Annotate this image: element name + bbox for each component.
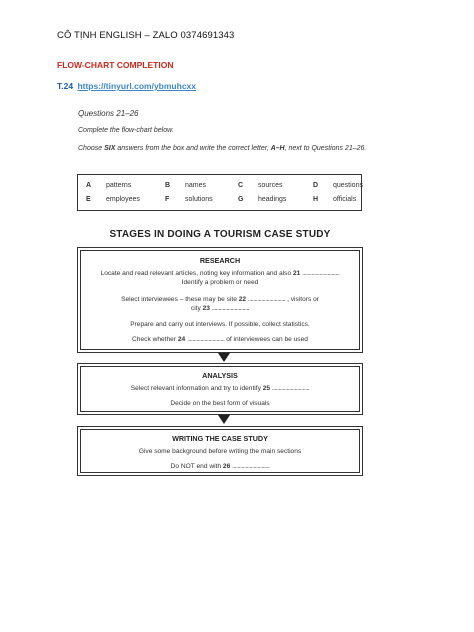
- research-line-3: Prepare and carry out interviews. If possible, collect statistics.: [130, 321, 310, 328]
- analysis-heading: ANALYSIS: [202, 371, 238, 380]
- test-link[interactable]: https://tinyurl.com/ybmuhcxx: [77, 81, 196, 91]
- research-box: [77, 247, 363, 353]
- research-line-2b: city 23 ............................: [190, 305, 250, 312]
- writing-heading: WRITING THE CASE STUDY: [172, 434, 268, 443]
- option-h: H officials: [313, 196, 357, 203]
- analysis-line-2: Decide on the best form of visuals: [170, 400, 270, 407]
- flowchart-title: STAGES IN DOING A TOURISM CASE STUDY: [109, 229, 331, 240]
- option-c: C sources: [238, 182, 283, 189]
- questions-heading: Questions 21–26: [78, 109, 139, 118]
- test-number: T.24: [57, 81, 74, 91]
- instruction-six: SIX: [104, 145, 116, 152]
- option-e: E employees: [86, 196, 140, 203]
- arrow-down-icon: [218, 415, 230, 424]
- writing-line-2: Do NOT end with 26 ............................: [170, 463, 270, 470]
- instruction-text: answers from the box and write the correct letter,: [115, 145, 271, 152]
- research-heading: RESEARCH: [199, 256, 241, 265]
- section-title: FLOW-CHART COMPLETION: [57, 60, 174, 70]
- research-line-1b: Identify a problem or need: [181, 279, 259, 286]
- option-a: A patterns: [86, 182, 132, 189]
- instruction-letters: A–H: [270, 145, 285, 152]
- option-d: D questions: [313, 182, 363, 189]
- option-b: B names: [165, 182, 207, 189]
- research-line-4: Check whether 24 ............................ of interviewees can be used: [132, 336, 308, 343]
- instruction-text: Choose: [78, 145, 105, 152]
- research-line-2: Select interviewees – these may be site 22 ............................ , visitors or: [121, 296, 319, 303]
- instruction-text: , next to Questions 21–26.: [284, 145, 367, 152]
- test-reference: [57, 81, 196, 91]
- instruction-choose: [78, 145, 368, 154]
- options-box: [77, 174, 362, 211]
- instruction-complete: Complete the flow-chart below.: [78, 127, 174, 134]
- arrow-down-icon: [218, 353, 230, 362]
- option-f: F solutions: [165, 196, 213, 203]
- research-line-1: Locate and read relevant articles, noting key information and also 21 ............................: [100, 270, 340, 277]
- analysis-line-1: Select relevant information and try to identify 25 ............................: [130, 385, 310, 392]
- writing-box: [77, 426, 363, 476]
- option-g: G headings: [238, 196, 287, 203]
- writing-line-1: Give some background before writing the main sections: [138, 448, 302, 455]
- page-header: CÔ TỊNH ENGLISH – ZALO 0374691343: [57, 30, 235, 41]
- analysis-box: [77, 363, 363, 415]
